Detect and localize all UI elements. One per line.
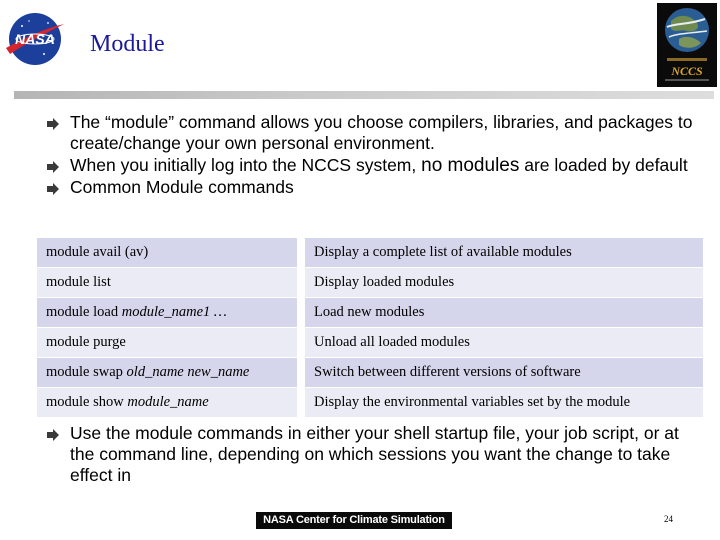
nasa-logo bbox=[2, 10, 68, 68]
bullet-item bbox=[46, 423, 706, 486]
nccs-logo bbox=[657, 3, 717, 87]
bullet-text: are loaded by default bbox=[519, 155, 688, 175]
bullet-list bbox=[46, 112, 706, 199]
svg-text:NASA: NASA bbox=[15, 31, 55, 47]
bullet-text: The “module” command allows you choose compilers, libraries, and packages to create/change your own personal environment. bbox=[70, 112, 693, 153]
description-cell: Display a complete list of available modules bbox=[301, 238, 703, 268]
command-cell: module show module_name bbox=[37, 388, 301, 418]
command-cell: module avail (av) bbox=[37, 238, 301, 268]
table-row bbox=[37, 298, 703, 328]
bullet-arrow-icon bbox=[46, 160, 60, 174]
bullet-arrow-icon bbox=[46, 117, 60, 131]
page-number: 24 bbox=[664, 514, 673, 524]
module-commands-table bbox=[37, 238, 703, 418]
command-cell: module load module_name1 … bbox=[37, 298, 301, 328]
bullet-item bbox=[46, 177, 706, 198]
footer-logo: NASA Center for Climate Simulation bbox=[256, 512, 452, 529]
description-cell: Switch between different versions of software bbox=[301, 358, 703, 388]
bullet-text: Use the module commands in either your shell startup file, your job script, or at the command line, depending on which sessions you want the change to take effect in bbox=[70, 423, 679, 485]
table-row bbox=[37, 358, 703, 388]
bullet-item bbox=[46, 155, 706, 176]
svg-text:NCCS: NCCS bbox=[671, 64, 703, 78]
description-cell: Load new modules bbox=[301, 298, 703, 328]
page-title: Module bbox=[90, 31, 165, 57]
bullet-item bbox=[46, 112, 706, 154]
description-cell: Display the environmental variables set by the module bbox=[301, 388, 703, 418]
table-row bbox=[37, 238, 703, 268]
command-cell: module purge bbox=[37, 328, 301, 358]
bullet-arrow-icon bbox=[46, 182, 60, 196]
command-cell: module swap old_name new_name bbox=[37, 358, 301, 388]
bullet-emphasis: no modules bbox=[421, 155, 520, 176]
command-cell: module list bbox=[37, 268, 301, 298]
table-row bbox=[37, 328, 703, 358]
closing-bullet-list bbox=[46, 423, 706, 487]
table-row bbox=[37, 268, 703, 298]
table-row bbox=[37, 388, 703, 418]
description-cell: Display loaded modules bbox=[301, 268, 703, 298]
description-cell: Unload all loaded modules bbox=[301, 328, 703, 358]
bullet-text: When you initially log into the NCCS system, bbox=[70, 155, 422, 175]
bullet-arrow-icon bbox=[46, 428, 60, 442]
bullet-text: Common Module commands bbox=[70, 177, 294, 197]
header-rule bbox=[14, 91, 714, 99]
